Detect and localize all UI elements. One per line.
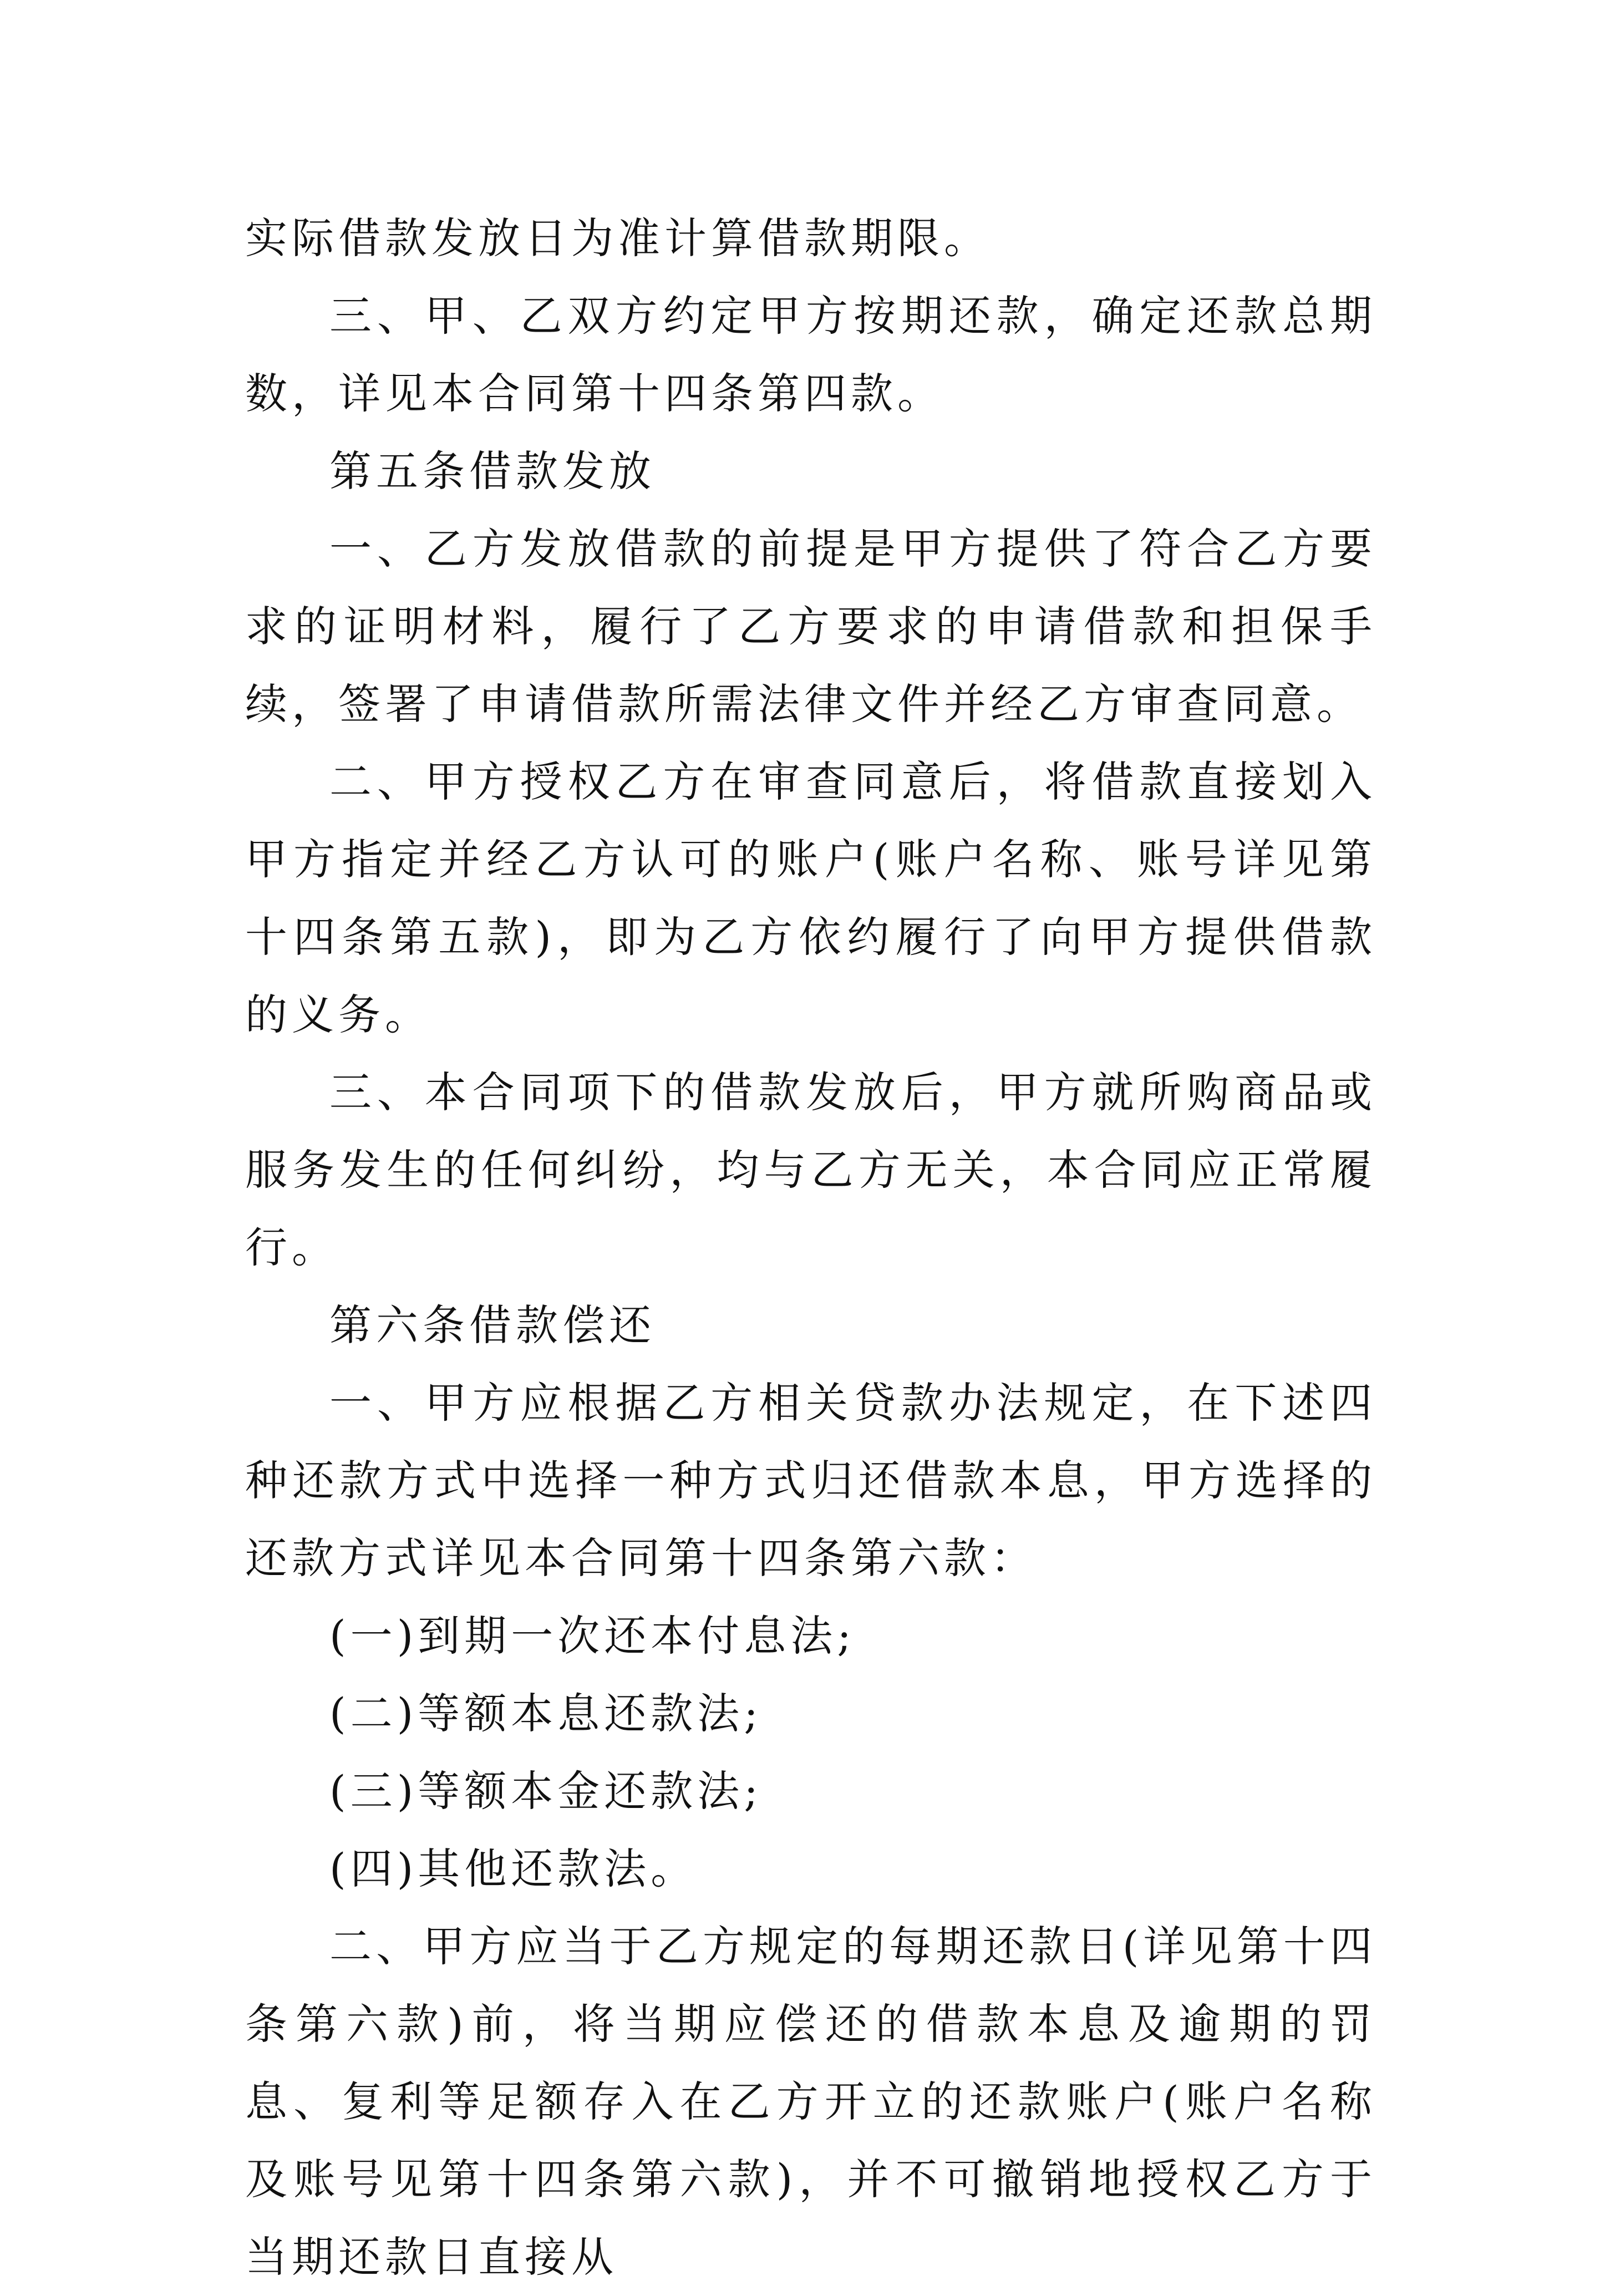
paragraph-disbursement-account: 二、甲方授权乙方在审查同意后，将借款直接划入甲方指定并经乙方认可的账户(账户名称、账号详见第十四条第五款)，即为乙方依约履行了向甲方提供借款的义务。 [245, 757, 1377, 1039]
list-item-method-4: (四)其他还款法。 [329, 1844, 698, 1893]
document-body [245, 200, 1377, 2296]
list-item-method-3: (三)等额本金还款法; [329, 1766, 763, 1816]
article-5-heading: 第五条借款发放 [329, 446, 656, 496]
paragraph-loan-term-basis: 实际借款发放日为准计算借款期限。 [245, 214, 991, 263]
paragraph-repayment-methods: 一、甲方应根据乙方相关贷款办法规定，在下述四种还款方式中选择一种方式归还借款本息，甲方选择的还款方式详见本合同第十四条第六款： [245, 1378, 1377, 1583]
article-6-heading: 第六条借款偿还 [329, 1301, 656, 1350]
paragraph-repayment-periods: 三、甲、乙双方约定甲方按期还款，确定还款总期数，详见本合同第十四条第四款。 [245, 291, 1377, 418]
list-item-method-2: (二)等额本息还款法; [329, 1689, 763, 1738]
list-item-method-1: (一)到期一次还本付息法; [329, 1611, 856, 1660]
paragraph-disputes: 三、本合同项下的借款发放后，甲方就所购商品或服务发生的任何纠纷，均与乙方无关，本合同应正常履行。 [245, 1068, 1377, 1272]
paragraph-disbursement-prerequisites: 一、乙方发放借款的前提是甲方提供了符合乙方要求的证明材料，履行了乙方要求的申请借款和担保手续，签署了申请借款所需法律文件并经乙方审查同意。 [245, 524, 1377, 729]
paragraph-repayment-date: 二、甲方应当于乙方规定的每期还款日(详见第十四条第六款)前，将当期应偿还的借款本息及逾期的罚息、复利等足额存入在乙方开立的还款账户(账户名称及账号见第十四条第六款)，并不可撤销地授权乙方于当期还款日直接从 [245, 1922, 1377, 2282]
